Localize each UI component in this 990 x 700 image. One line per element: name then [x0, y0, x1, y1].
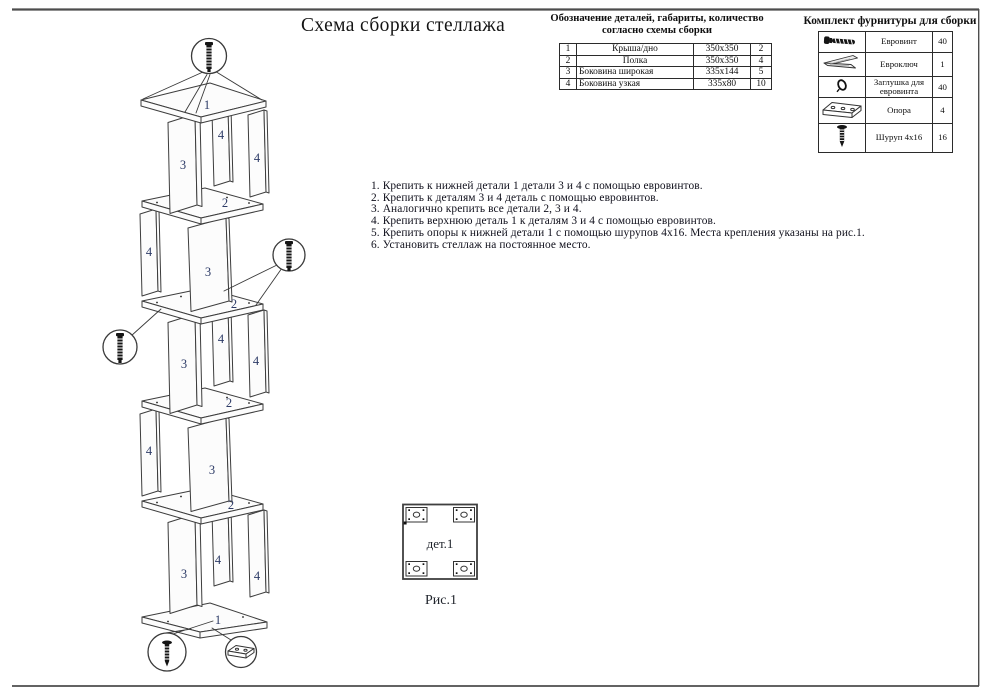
- diagram-part-labels: [146, 98, 261, 627]
- hardware-qty: 4: [933, 98, 953, 123]
- part-size: 350x350: [694, 44, 751, 56]
- figure-det1: [403, 505, 477, 609]
- part-label: 2: [225, 396, 233, 410]
- instruction-step: 3. Аналогично крепить все детали 2, 3 и 4.: [371, 203, 582, 216]
- part-label: 3: [208, 463, 216, 477]
- cap-icon: [819, 77, 866, 98]
- support-icon: [819, 98, 866, 123]
- parts-table-header-line2: согласно схемы сборки: [601, 24, 713, 36]
- part-label: 2: [230, 297, 238, 311]
- part-label: 4: [145, 245, 153, 259]
- part-label: 4: [145, 444, 153, 458]
- eurovint-callout-left: [103, 309, 161, 364]
- part-label: 4: [253, 151, 261, 165]
- part-qty: 2: [751, 44, 772, 56]
- table-row: [560, 78, 772, 90]
- instructions-list: [371, 181, 865, 251]
- shelf-2: [142, 388, 263, 424]
- callouts: [103, 39, 305, 672]
- instruction-step: 2. Крепить к деталям 3 и 4 деталь с помощью евровинтов.: [371, 191, 659, 204]
- hardware-name: Шуруп 4x16: [866, 123, 933, 152]
- table-row: [560, 44, 772, 56]
- part-qty: 10: [751, 78, 772, 90]
- part-label: 3: [180, 357, 188, 371]
- table-row: [819, 32, 953, 53]
- table-row: [819, 53, 953, 77]
- table-row: [560, 67, 772, 79]
- hardware-name: Заглушка для евровинта: [866, 77, 933, 98]
- instruction-step: 5. Крепить опоры к нижней детали 1 с помощью шурупов 4x16. Места крепления указаны на рис.1.: [371, 226, 865, 239]
- part-label: 2: [221, 196, 229, 210]
- page-title: Схема сборки стеллажа: [301, 15, 506, 36]
- part-size: 335x80: [694, 78, 751, 90]
- hardware-qty: 16: [933, 123, 953, 152]
- instruction-step: 6. Установить стеллаж на постоянное место.: [371, 238, 591, 251]
- edge-mark: [404, 522, 407, 525]
- hardware-table-title: Комплект фурнитуры для сборки: [803, 15, 977, 27]
- part-name: Боковина широкая: [577, 67, 694, 79]
- part-label: 1: [214, 613, 222, 627]
- part-num: 1: [560, 44, 577, 56]
- screw-icon: [819, 123, 866, 152]
- part-label: 3: [179, 158, 187, 172]
- part-label: 4: [214, 553, 222, 567]
- figure-part-label: дет.1: [426, 536, 454, 551]
- eurokey-icon: [819, 53, 866, 77]
- part-num: 3: [560, 67, 577, 79]
- part-label: 3: [180, 567, 188, 581]
- parts-table-header: [536, 13, 778, 36]
- table-row: [819, 77, 953, 98]
- part-name: Полка: [577, 55, 694, 67]
- shelf-tower: [140, 83, 269, 638]
- parts-table: [559, 43, 772, 90]
- table-row: [819, 98, 953, 123]
- part-label: 4: [217, 332, 225, 346]
- parts-table-header-line1: Обозначение деталей, габариты, количество: [550, 13, 764, 24]
- instruction-step: 1. Крепить к нижней детали 1 детали 3 и 4 с помощью евровинтов.: [371, 180, 703, 192]
- part-num: 4: [560, 78, 577, 90]
- hardware-qty: 1: [933, 53, 953, 77]
- eurovint-callout-right: [224, 239, 305, 305]
- hardware-name: Евроключ: [866, 53, 933, 77]
- part-qty: 4: [751, 55, 772, 67]
- hardware-qty: 40: [933, 77, 953, 98]
- hardware-qty: 40: [933, 32, 953, 53]
- part-name: Крыша/дно: [577, 44, 694, 56]
- part-size: 335x144: [694, 67, 751, 79]
- eurovint-icon: [819, 32, 866, 53]
- part-qty: 5: [751, 67, 772, 79]
- part-name: Боковина узкая: [577, 78, 694, 90]
- hardware-name: Евровинт: [866, 32, 933, 53]
- part-label: 4: [252, 354, 260, 368]
- hardware-table: [818, 31, 953, 153]
- figure-caption: Рис.1: [425, 593, 457, 608]
- part-label: 4: [217, 128, 225, 142]
- hardware-name: Опора: [866, 98, 933, 123]
- table-row: [819, 123, 953, 152]
- table-row: [560, 55, 772, 67]
- bottom-panel: [142, 603, 267, 638]
- part-size: 350x350: [694, 55, 751, 67]
- part-label: 1: [203, 98, 211, 112]
- instruction-step: 4. Крепить верхнюю деталь 1 к деталям 3 и 4 с помощью евровинтов.: [371, 215, 716, 228]
- part-label: 2: [227, 498, 235, 512]
- part-label: 3: [204, 265, 212, 279]
- part-num: 2: [560, 55, 577, 67]
- shelf-2: [142, 188, 263, 224]
- part-label: 4: [253, 569, 261, 583]
